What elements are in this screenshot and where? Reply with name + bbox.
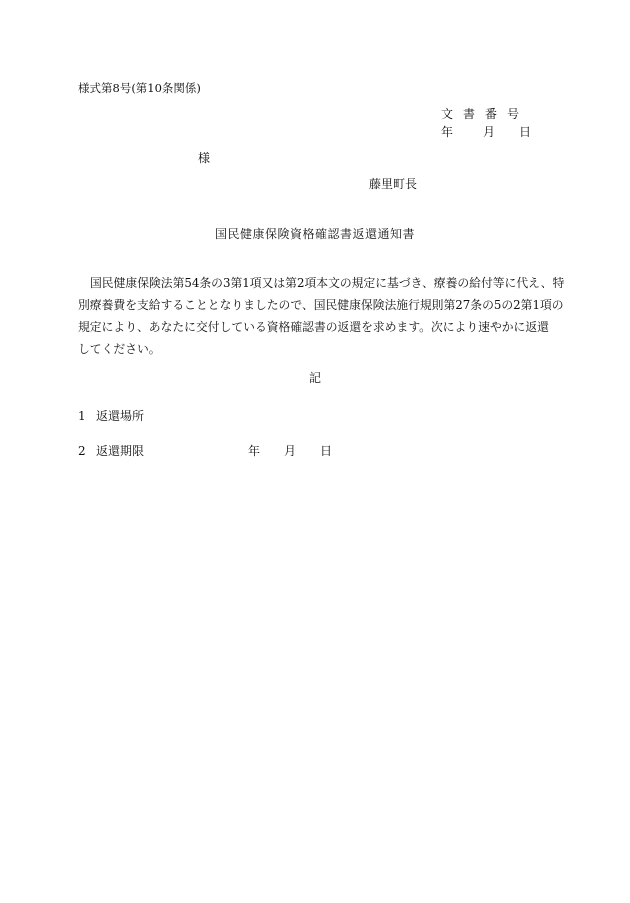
body-line: 別療養費を支給することとなりましたので、国民健康保険法施行規則第27条の5の2第1項の <box>78 298 564 312</box>
issue-date <box>441 124 531 140</box>
deadline-date <box>248 443 332 459</box>
item-label: 返還期限 <box>96 444 145 458</box>
issuer: 藤里町長 <box>369 177 418 191</box>
ki-heading: 記 <box>308 371 321 385</box>
item-return-deadline <box>78 443 144 459</box>
body-paragraph <box>78 272 565 360</box>
document-title: 国民健康保険資格確認書返還通知書 <box>214 227 415 241</box>
issue-date-year: 年 <box>441 125 454 139</box>
item-number: 2 <box>78 444 86 458</box>
body-line: 国民健康保険法第54条の3第1項又は第2項本文の規定に基づき、療養の給付等に代え、特 <box>90 276 565 290</box>
deadline-year: 年 <box>248 444 261 458</box>
issue-date-day: 日 <box>519 125 532 139</box>
item-number: 1 <box>78 409 86 423</box>
document-number-label: 文書番号 <box>441 107 530 121</box>
item-label: 返還場所 <box>96 409 145 423</box>
body-line: してください。 <box>78 342 161 356</box>
issue-date-month: 月 <box>483 125 496 139</box>
item-return-place <box>78 408 144 424</box>
body-line: 規定により、あなたに交付している資格確認書の返還を求めます。次により速やかに返還 <box>78 320 549 334</box>
deadline-day: 日 <box>320 444 333 458</box>
form-number: 様式第8号(第10条関係) <box>78 81 201 95</box>
deadline-month: 月 <box>284 444 297 458</box>
addressee: 様 <box>198 151 211 165</box>
